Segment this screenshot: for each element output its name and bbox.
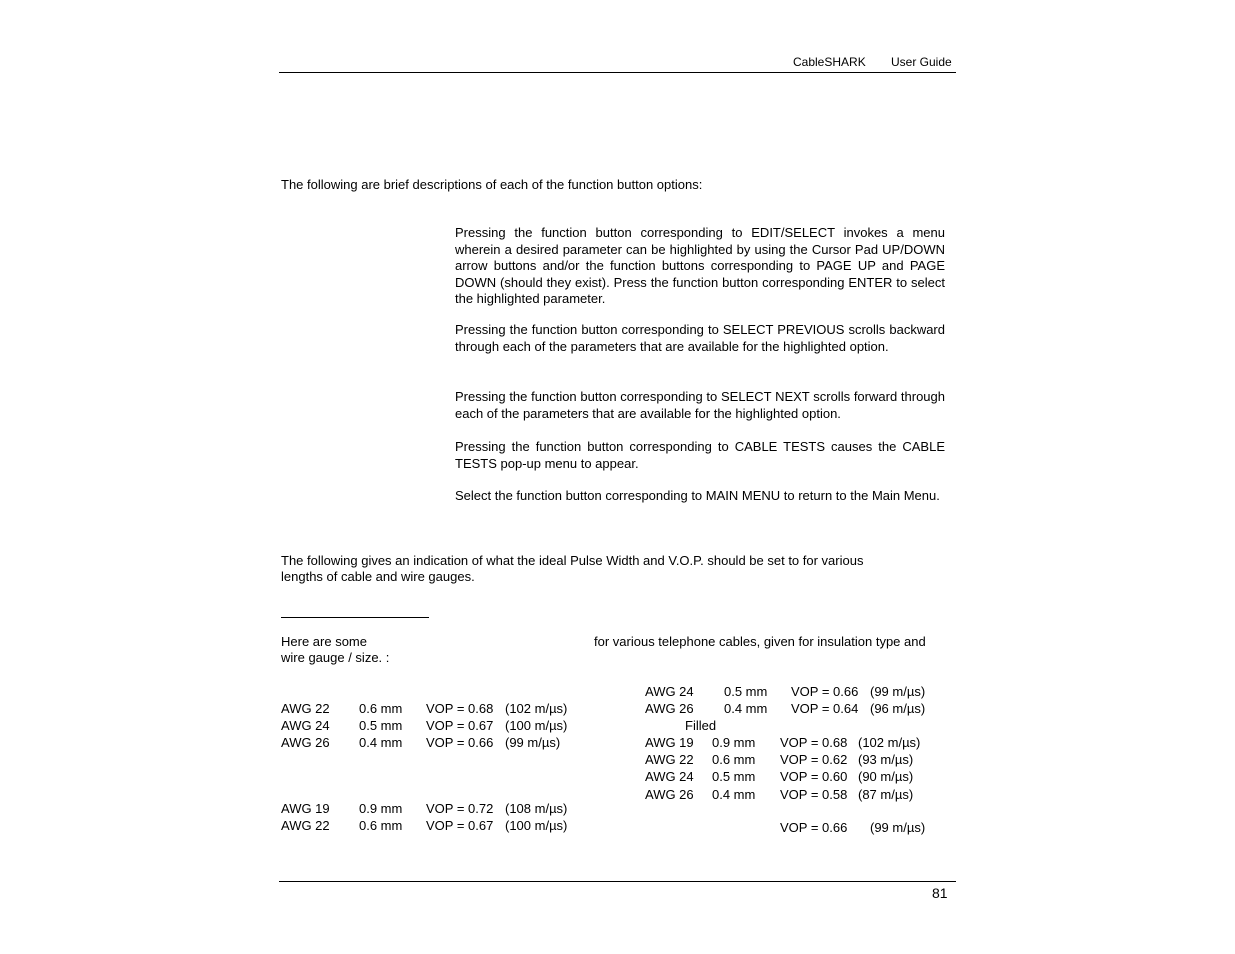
speed-cell: (99 m/µs) bbox=[870, 820, 926, 835]
speed-cell: (93 m/µs) bbox=[858, 752, 914, 767]
pulse-intro-line1: The following gives an indication of what the ideal Pulse Width and V.O.P. should be set to for various bbox=[281, 553, 864, 568]
speed-cell: (90 m/µs) bbox=[858, 769, 914, 784]
speed-cell: (108 m/µs) bbox=[505, 801, 568, 816]
vop-cell: VOP = 0.67 bbox=[426, 818, 494, 833]
vop-intro-part2: for various telephone cables, given for insulation type and bbox=[594, 634, 926, 649]
vop-cell: VOP = 0.68 bbox=[426, 701, 494, 716]
vop-intro-part1: Here are some bbox=[281, 634, 367, 649]
pulse-intro-line2: lengths of cable and wire gauges. bbox=[281, 569, 475, 584]
speed-cell: (102 m/µs) bbox=[505, 701, 568, 716]
size-cell: 0.6 mm bbox=[359, 818, 403, 833]
vop-cell: VOP = 0.67 bbox=[426, 718, 494, 733]
vop-cell: VOP = 0.68 bbox=[780, 735, 848, 750]
filled-label: Filled bbox=[685, 718, 717, 733]
desc-select-next: Pressing the function button corresponding to SELECT NEXT scrolls forward through each of the parameters that are available for the highlighted option. bbox=[455, 389, 945, 421]
speed-cell: (96 m/µs) bbox=[870, 701, 926, 716]
vop-cell: VOP = 0.64 bbox=[791, 701, 859, 716]
size-cell: 0.5 mm bbox=[359, 718, 403, 733]
gauge-cell: AWG 24 bbox=[645, 684, 694, 699]
gauge-cell: AWG 24 bbox=[645, 769, 694, 784]
speed-cell: (99 m/µs) bbox=[505, 735, 561, 750]
header-rule bbox=[279, 72, 956, 73]
gauge-cell: AWG 26 bbox=[645, 701, 694, 716]
speed-cell: (100 m/µs) bbox=[505, 818, 568, 833]
gauge-cell: AWG 22 bbox=[281, 701, 330, 716]
vop-cell: VOP = 0.60 bbox=[780, 769, 848, 784]
desc-select-previous: Pressing the function button corresponding to SELECT PREVIOUS scrolls backward through each of the parameters that are available for the highlighted option. bbox=[455, 322, 945, 354]
gauge-cell: AWG 22 bbox=[645, 752, 694, 767]
size-cell: 0.6 mm bbox=[712, 752, 756, 767]
intro-text: The following are brief descriptions of each of the function button options: bbox=[281, 177, 703, 192]
vop-cell: VOP = 0.72 bbox=[426, 801, 494, 816]
gauge-cell: AWG 19 bbox=[281, 801, 330, 816]
vop-cell: VOP = 0.58 bbox=[780, 787, 848, 802]
vop-cell: VOP = 0.66 bbox=[780, 820, 848, 835]
header-product: CableSHARK bbox=[793, 55, 866, 69]
gauge-cell: AWG 22 bbox=[281, 818, 330, 833]
desc-main-menu: Select the function button corresponding to MAIN MENU to return to the Main Menu. bbox=[455, 488, 940, 503]
gauge-cell: AWG 26 bbox=[281, 735, 330, 750]
size-cell: 0.9 mm bbox=[359, 801, 403, 816]
vop-intro-part3: wire gauge / size. : bbox=[281, 650, 390, 665]
section-rule bbox=[281, 617, 429, 618]
speed-cell: (100 m/µs) bbox=[505, 718, 568, 733]
footer-rule bbox=[279, 881, 956, 882]
vop-cell: VOP = 0.66 bbox=[426, 735, 494, 750]
vop-cell: VOP = 0.66 bbox=[791, 684, 859, 699]
size-cell: 0.6 mm bbox=[359, 701, 403, 716]
header-doc-title: User Guide bbox=[891, 55, 952, 69]
page-number: 81 bbox=[932, 885, 948, 901]
speed-cell: (87 m/µs) bbox=[858, 787, 914, 802]
gauge-cell: AWG 24 bbox=[281, 718, 330, 733]
size-cell: 0.4 mm bbox=[712, 787, 756, 802]
gauge-cell: AWG 19 bbox=[645, 735, 694, 750]
desc-edit-select: Pressing the function button corresponding to EDIT/SELECT invokes a menu wherein a desired parameter can be highlighted by using the Cursor Pad UP/DOWN arrow buttons and/or the function buttons corresponding to PAGE UP and PAGE DOWN (should they exist). Press the function button corresponding ENTER to select the highlighted parameter. bbox=[455, 225, 945, 306]
speed-cell: (99 m/µs) bbox=[870, 684, 926, 699]
size-cell: 0.5 mm bbox=[712, 769, 756, 784]
speed-cell: (102 m/µs) bbox=[858, 735, 921, 750]
size-cell: 0.5 mm bbox=[724, 684, 768, 699]
size-cell: 0.4 mm bbox=[359, 735, 403, 750]
vop-cell: VOP = 0.62 bbox=[780, 752, 848, 767]
size-cell: 0.9 mm bbox=[712, 735, 756, 750]
size-cell: 0.4 mm bbox=[724, 701, 768, 716]
desc-cable-tests: Pressing the function button corresponding to CABLE TESTS causes the CABLE TESTS pop-up menu to appear. bbox=[455, 439, 945, 471]
gauge-cell: AWG 26 bbox=[645, 787, 694, 802]
